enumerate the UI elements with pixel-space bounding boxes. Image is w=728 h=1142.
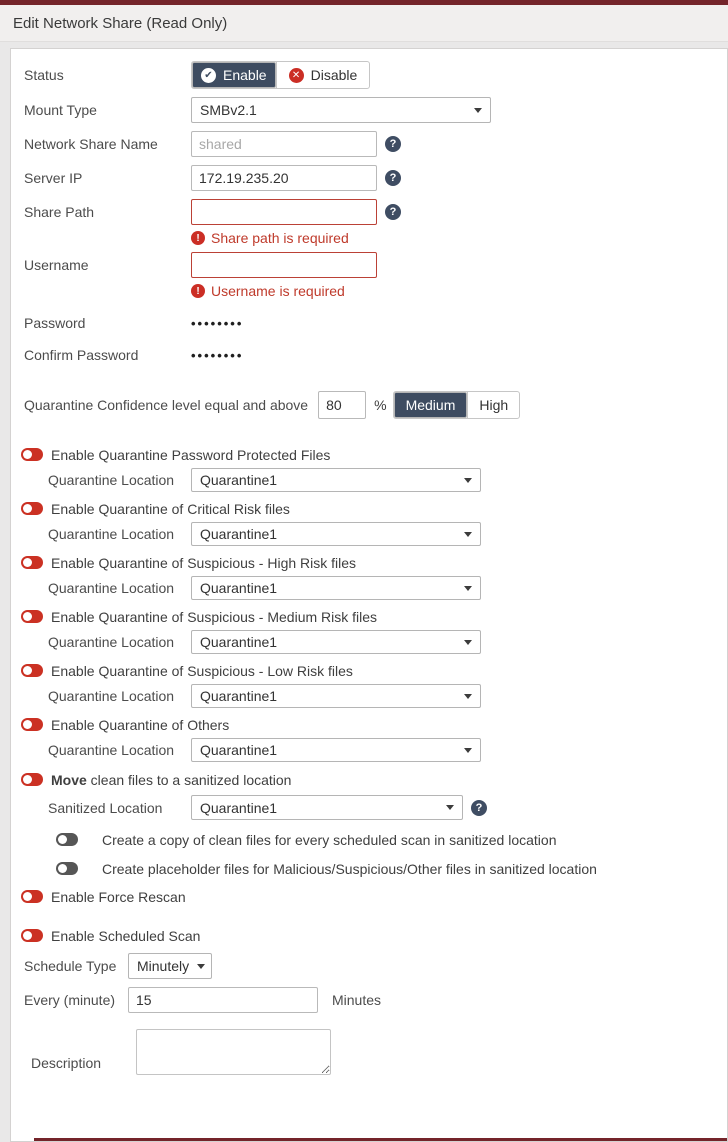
confirm-password-masked-value: •••••••• <box>191 347 244 363</box>
share-path-input[interactable] <box>191 199 377 225</box>
move-label-bold: Move <box>51 771 87 788</box>
quarantine-others-toggle[interactable] <box>21 718 43 731</box>
server-ip-input[interactable] <box>191 165 377 191</box>
toggle-label: Enable Quarantine of Suspicious - Medium Risk files <box>51 608 378 625</box>
error-icon: ! <box>191 231 205 245</box>
placeholder-files-label: Create placeholder files for Malicious/Suspicious/Other files in sanitized location <box>102 860 597 877</box>
quarantine-location-label: Quarantine Location <box>48 688 175 704</box>
quarantine-suspicious-high-toggle[interactable] <box>21 556 43 569</box>
username-row <box>11 252 727 278</box>
chevron-down-icon <box>464 532 472 537</box>
quarantine-location-row <box>11 684 727 708</box>
quarantine-location-select[interactable] <box>191 630 481 654</box>
server-ip-label: Server IP <box>24 170 83 186</box>
quarantine-location-row <box>11 522 727 546</box>
move-label-rest: clean files to a sanitized location <box>86 771 292 788</box>
mount-type-row <box>11 97 727 123</box>
schedule-type-select[interactable] <box>128 953 212 979</box>
description-textarea[interactable] <box>136 1029 331 1075</box>
share-path-error <box>11 230 727 246</box>
placeholder-files-toggle[interactable] <box>56 862 78 875</box>
copy-clean-files-label: Create a copy of clean files for every scheduled scan in sanitized location <box>102 831 557 848</box>
copy-clean-files-toggle[interactable] <box>56 833 78 846</box>
confirm-password-row <box>11 347 727 363</box>
disable-button[interactable] <box>276 62 370 88</box>
disable-button-label: Disable <box>310 67 358 83</box>
confirm-password-label: Confirm Password <box>24 347 139 363</box>
password-row <box>11 315 727 331</box>
chevron-down-icon <box>197 964 205 969</box>
confidence-level-segmented-control <box>393 391 521 419</box>
move-clean-files-label <box>51 772 291 788</box>
chevron-down-icon <box>446 805 454 810</box>
every-minute-row <box>11 987 727 1013</box>
page-header <box>0 5 728 42</box>
scheduled-scan-toggle[interactable] <box>21 929 43 942</box>
enable-button[interactable] <box>192 62 276 88</box>
quarantine-location-row <box>11 630 727 654</box>
quarantine-block <box>11 445 727 492</box>
share-path-label: Share Path <box>24 204 95 220</box>
copy-clean-files-row <box>11 830 727 849</box>
status-row <box>11 61 727 89</box>
schedule-type-label: Schedule Type <box>24 958 117 974</box>
chevron-down-icon <box>464 640 472 645</box>
network-share-name-label: Network Share Name <box>24 136 158 152</box>
sanitized-location-label: Sanitized Location <box>48 799 163 816</box>
share-path-error-text: Share path is required <box>211 230 349 246</box>
toggle-label: Enable Quarantine of Suspicious - High Risk files <box>51 554 357 571</box>
quarantine-location-value: Quarantine1 <box>200 526 278 542</box>
chevron-down-icon <box>464 748 472 753</box>
description-row <box>11 1029 727 1075</box>
sanitized-location-value: Quarantine1 <box>200 799 278 816</box>
force-rescan-row <box>11 887 727 906</box>
chevron-down-icon <box>464 694 472 699</box>
force-rescan-toggle[interactable] <box>21 890 43 903</box>
toggle-label: Enable Quarantine of Suspicious - Low Risk files <box>51 662 353 679</box>
mount-type-value: SMBv2.1 <box>200 102 257 118</box>
quarantine-location-select[interactable] <box>191 738 481 762</box>
status-label: Status <box>24 67 64 83</box>
quarantine-location-label: Quarantine Location <box>48 472 175 488</box>
toggle-label: Enable Quarantine of Critical Risk files <box>51 500 290 517</box>
high-button[interactable] <box>467 392 519 418</box>
password-label: Password <box>24 315 86 331</box>
every-minute-label: Every (minute) <box>24 992 116 1008</box>
quarantine-location-value: Quarantine1 <box>200 472 278 488</box>
check-circle-icon: ✔ <box>201 68 216 83</box>
quarantine-block <box>11 661 727 708</box>
server-ip-row <box>11 165 727 191</box>
quarantine-location-select[interactable] <box>191 684 481 708</box>
help-icon[interactable]: ? <box>385 136 401 152</box>
toggle-label: Enable Quarantine Password Protected Files <box>51 446 331 463</box>
username-input[interactable] <box>191 252 377 278</box>
quarantine-location-row <box>11 468 727 492</box>
mount-type-select[interactable] <box>191 97 491 123</box>
enable-button-label: Enable <box>223 67 267 83</box>
description-label: Description <box>31 1055 102 1071</box>
quarantine-location-row <box>11 738 727 762</box>
quarantine-location-label: Quarantine Location <box>48 742 175 758</box>
toggle-row <box>11 715 727 734</box>
quarantine-confidence-label: Quarantine Confidence level equal and above <box>24 397 309 413</box>
scheduled-scan-label: Enable Scheduled Scan <box>51 927 201 944</box>
placeholder-files-row <box>11 859 727 878</box>
chevron-down-icon <box>464 478 472 483</box>
cross-circle-icon: ✕ <box>289 68 304 83</box>
schedule-type-row <box>11 953 727 979</box>
force-rescan-label: Enable Force Rescan <box>51 888 186 905</box>
chevron-down-icon <box>464 586 472 591</box>
quarantine-location-label: Quarantine Location <box>48 580 175 596</box>
quarantine-password-protected-toggle[interactable] <box>21 448 43 461</box>
toggle-row <box>11 499 727 518</box>
schedule-type-value: Minutely <box>137 958 190 974</box>
quarantine-location-select[interactable] <box>191 576 481 600</box>
every-minute-input[interactable] <box>128 987 318 1013</box>
toggle-label: Enable Quarantine of Others <box>51 716 230 733</box>
form-panel <box>10 48 728 1142</box>
scheduled-scan-row <box>11 926 727 945</box>
quarantine-block <box>11 607 727 654</box>
quarantine-critical-risk-toggle[interactable] <box>21 502 43 515</box>
quarantine-location-select[interactable] <box>191 468 481 492</box>
move-clean-files-toggle[interactable] <box>21 773 43 786</box>
error-icon: ! <box>191 284 205 298</box>
quarantine-location-row <box>11 576 727 600</box>
password-masked-value: •••••••• <box>191 315 244 331</box>
page-title: Edit Network Share (Read Only) <box>13 14 228 32</box>
move-clean-files-row <box>11 770 727 789</box>
mount-type-label: Mount Type <box>24 102 97 118</box>
network-share-name-input[interactable] <box>191 131 377 157</box>
quarantine-confidence-row <box>11 391 727 419</box>
quarantine-block <box>11 553 727 600</box>
quarantine-location-value: Quarantine1 <box>200 688 278 704</box>
minutes-suffix: Minutes <box>332 992 382 1008</box>
toggle-row <box>11 445 727 464</box>
quarantine-block <box>11 715 727 762</box>
percent-sign: % <box>374 397 387 413</box>
medium-button[interactable] <box>394 392 468 418</box>
network-share-name-row <box>11 131 727 157</box>
confidence-level-input[interactable] <box>318 391 366 419</box>
share-path-row <box>11 199 727 225</box>
bottom-accent-bar <box>34 1138 727 1141</box>
username-error <box>11 283 727 299</box>
quarantine-suspicious-medium-toggle[interactable] <box>21 610 43 623</box>
quarantine-section <box>11 445 727 762</box>
quarantine-block <box>11 499 727 546</box>
status-segmented-control <box>191 61 370 89</box>
quarantine-location-select[interactable] <box>191 522 481 546</box>
quarantine-location-value: Quarantine1 <box>200 580 278 596</box>
medium-button-label: Medium <box>405 397 456 413</box>
username-label: Username <box>24 257 89 273</box>
quarantine-location-value: Quarantine1 <box>200 634 278 650</box>
toggle-row <box>11 607 727 626</box>
username-error-text: Username is required <box>211 283 345 299</box>
quarantine-suspicious-low-toggle[interactable] <box>21 664 43 677</box>
toggle-row <box>11 553 727 572</box>
help-icon[interactable]: ? <box>385 204 401 220</box>
sanitized-location-select[interactable] <box>191 795 463 820</box>
help-icon[interactable]: ? <box>385 170 401 186</box>
chevron-down-icon <box>474 108 482 113</box>
sanitized-location-row <box>11 795 727 820</box>
high-button-label: High <box>479 397 509 413</box>
help-icon[interactable]: ? <box>471 800 487 816</box>
quarantine-location-label: Quarantine Location <box>48 526 175 542</box>
quarantine-location-value: Quarantine1 <box>200 742 278 758</box>
toggle-row <box>11 661 727 680</box>
quarantine-location-label: Quarantine Location <box>48 634 175 650</box>
